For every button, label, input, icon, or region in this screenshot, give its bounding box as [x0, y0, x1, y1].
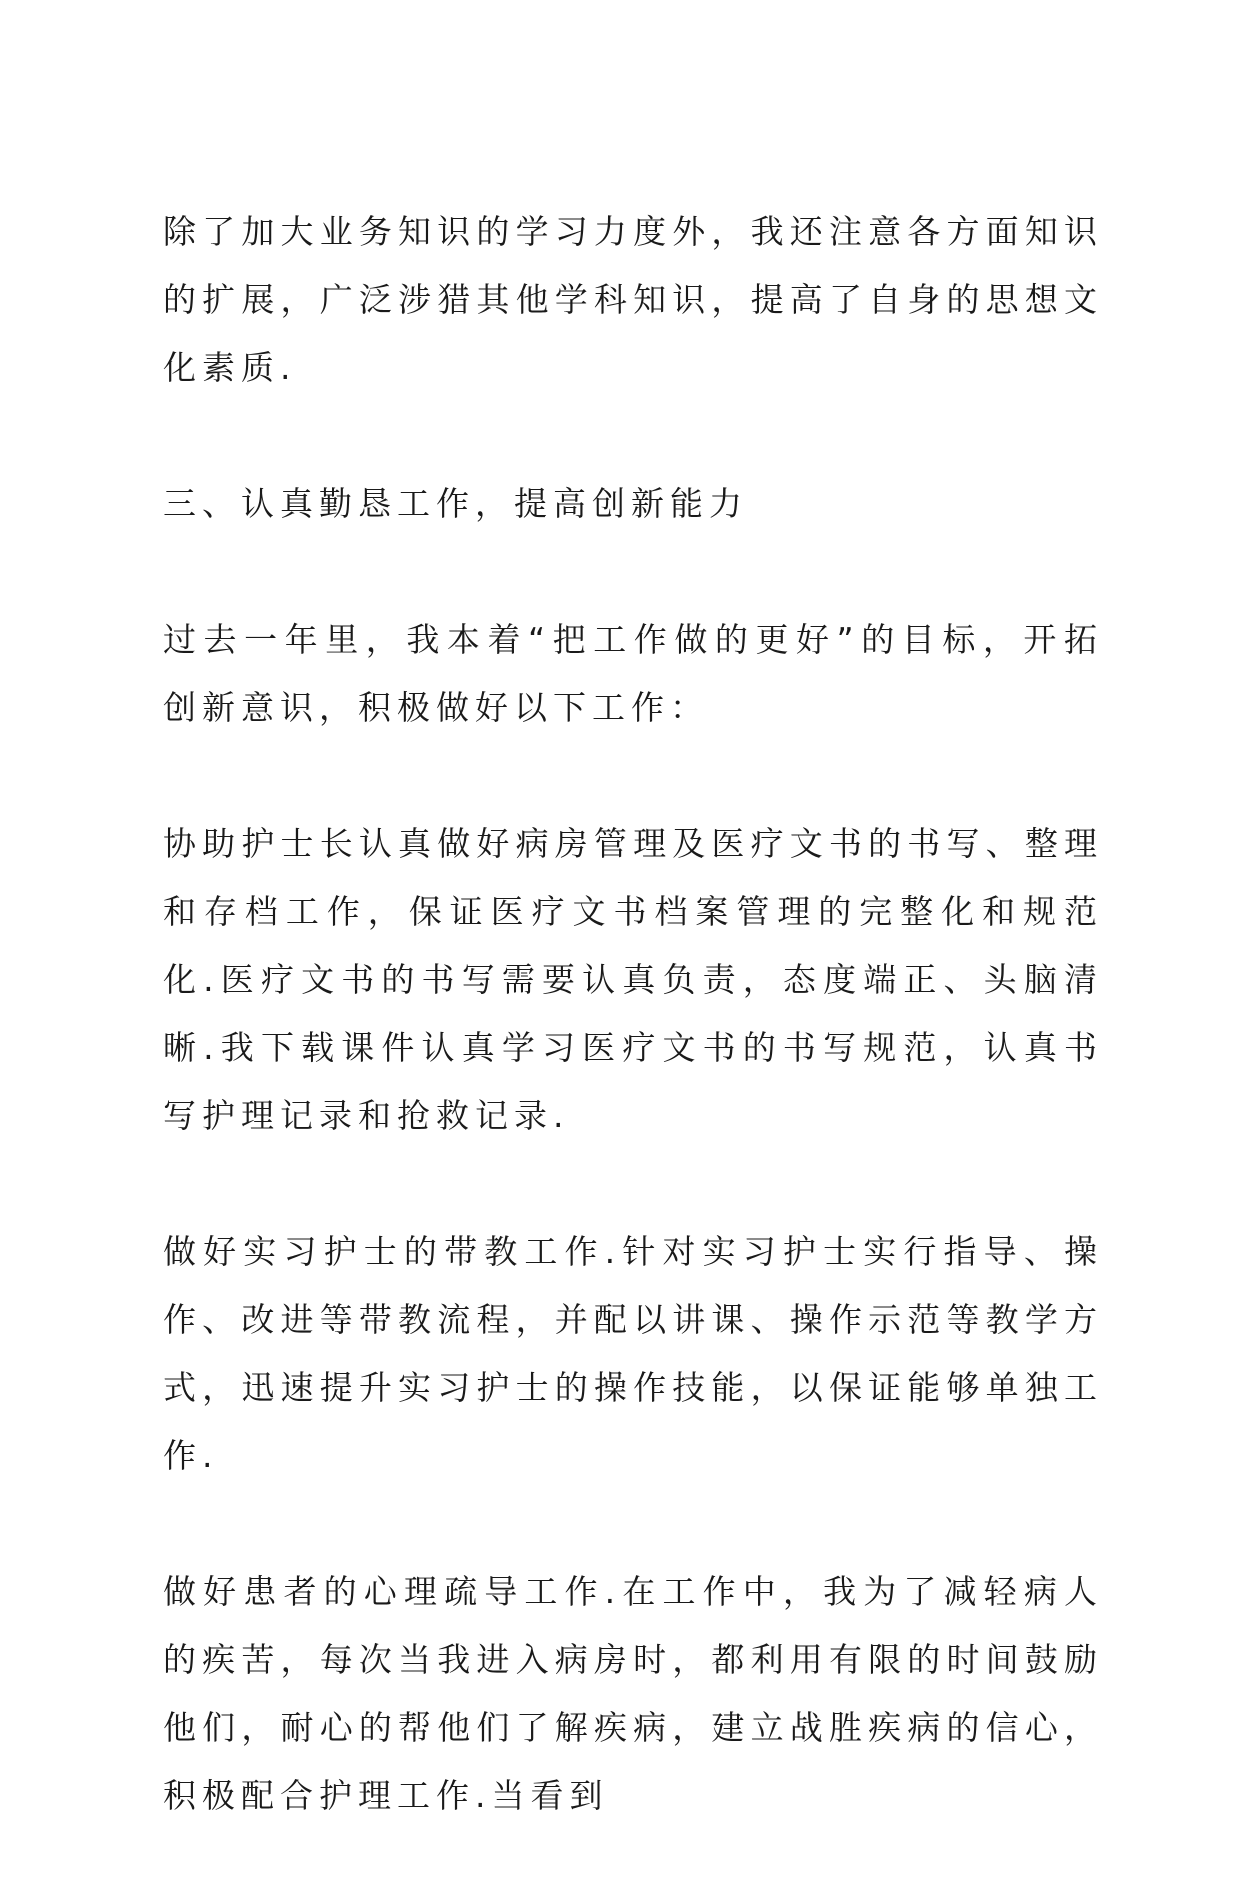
document-body	[163, 198, 1103, 1898]
section-heading-three: 三、认真勤恳工作，提高创新能力	[163, 484, 748, 523]
paragraph-medical-documents: 协助护士长认真做好病房管理及医疗文书的书写、整理和存档工作，保证医疗文书档案管理的完整化和规范化.医疗文书的书写需要认真负责，态度端正、头脑清晰.我下载课件认真学习医疗文书的书写规范，认真书写护理记录和抢救记录.	[163, 824, 1103, 1135]
paragraph-past-year-goal: 过去一年里，我本着“把工作做的更好”的目标，开拓创新意识，积极做好以下工作：	[163, 620, 1103, 727]
paragraph-psychological-counseling: 做好患者的心理疏导工作.在工作中，我为了减轻病人的疾苦，每次当我进入病房时，都利用有限的时间鼓励他们，耐心的帮他们了解疾病，建立战胜疾病的信心，积极配合护理工作.当看到	[163, 1572, 1103, 1815]
paragraph-knowledge-expansion: 除了加大业务知识的学习力度外，我还注意各方面知识的扩展，广泛涉猎其他学科知识，提高了自身的思想文化素质.	[163, 212, 1103, 387]
paragraph-intern-teaching: 做好实习护士的带教工作.针对实习护士实行指导、操作、改进等带教流程，并配以讲课、操作示范等教学方式，迅速提升实习护士的操作技能，以保证能够单独工作.	[163, 1232, 1103, 1475]
